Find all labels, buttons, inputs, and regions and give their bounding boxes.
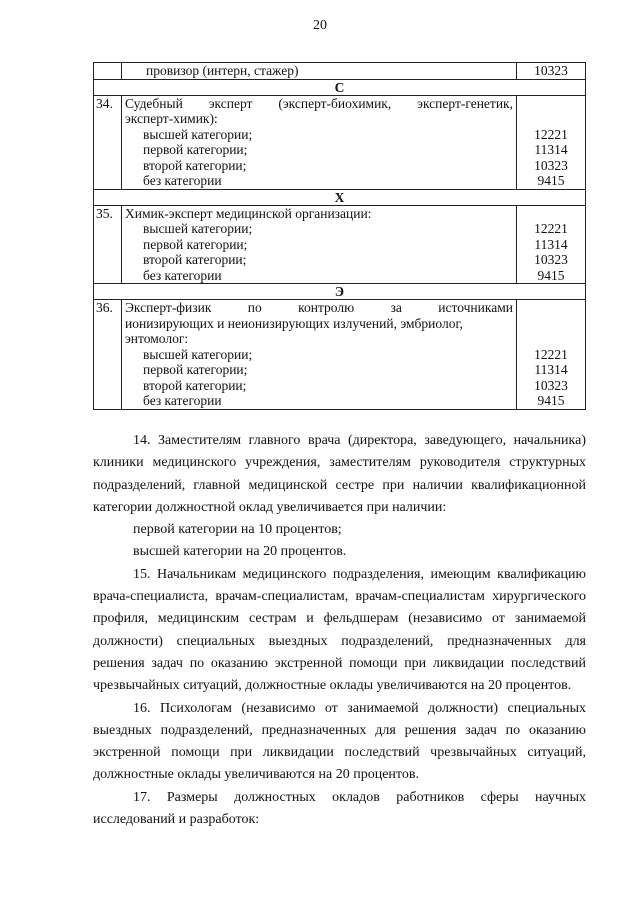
paragraph-14-first-category: первой категории на 10 процентов; bbox=[133, 522, 342, 538]
salary-value: 12221 bbox=[534, 346, 568, 362]
section-letter-row bbox=[94, 79, 586, 95]
table-row bbox=[94, 300, 586, 410]
salary-value: 10323 bbox=[534, 377, 568, 393]
salary-value: 9415 bbox=[537, 393, 565, 408]
paragraph-14: 14. Заместителям главного врача (директора, заведующего, начальника) клиники медицинского учреждения, заместителям руководителя структурных подразделений, главной медицинской сестре при наличии квалификационной категории должностной оклад увеличивается при наличии: bbox=[93, 433, 586, 515]
salary-value: 9415 bbox=[537, 267, 565, 283]
paragraph-15: 15. Начальникам медицинского подразделения, имеющим квалификацию врача-специалиста, врачам-специалистам, врачам-специалистам хирургического профиля, медицинским сестрам и фельдшерам (независимо от занимаемой должности) специальных выездных подразделений, предназначенных для решения задач по оказанию экстренной помощи при ликвидации последствий чрезвычайных ситуаций, должностные оклады увеличиваются на 20 процентов. bbox=[93, 566, 586, 694]
salary-values bbox=[517, 95, 586, 189]
salary-value: 10323 bbox=[517, 63, 586, 80]
section-letter-row bbox=[94, 284, 586, 300]
position-title-line: Эксперт-физик по контролю за источниками bbox=[125, 300, 513, 315]
section-letter: Э bbox=[94, 284, 586, 300]
category-label: второй категории; bbox=[143, 252, 247, 267]
position-title: провизор (интерн, стажер) bbox=[122, 63, 517, 80]
paragraph-17: 17. Размеры должностных окладов работников сферы научных исследований и разработок: bbox=[93, 789, 586, 828]
salary-value: 11314 bbox=[534, 362, 568, 377]
salary-value: 10323 bbox=[534, 252, 568, 267]
category-label: без категории bbox=[143, 393, 222, 408]
category-label: высшей категории; bbox=[143, 126, 253, 142]
category-label: первой категории; bbox=[143, 236, 248, 252]
category-label: высшей категории; bbox=[143, 221, 253, 236]
salary-table bbox=[93, 62, 586, 410]
salary-values bbox=[517, 300, 586, 410]
salary-value: 12221 bbox=[534, 126, 568, 142]
row-number bbox=[94, 63, 122, 80]
position-cell bbox=[122, 205, 517, 284]
salary-value: 11314 bbox=[534, 236, 568, 252]
position-title-line: эксперт-химик): bbox=[125, 111, 218, 126]
salary-value: 11314 bbox=[534, 142, 568, 157]
page-number: 20 bbox=[313, 18, 327, 33]
paragraph-14-highest-category: высшей категории на 20 процентов. bbox=[133, 544, 347, 560]
salary-value: 9415 bbox=[537, 173, 565, 188]
position-title-line: энтомолог: bbox=[125, 331, 189, 346]
row-number: 36. bbox=[94, 300, 122, 410]
salary-value: 12221 bbox=[534, 221, 568, 236]
category-label: без категории bbox=[143, 173, 222, 188]
category-label: первой категории; bbox=[143, 362, 248, 377]
section-letter-row bbox=[94, 189, 586, 205]
body-text bbox=[93, 430, 586, 831]
position-title-line: ионизирующих и неионизирующих излучений, эмбриолог, bbox=[125, 315, 463, 331]
category-label: высшей категории; bbox=[143, 346, 253, 362]
section-letter: С bbox=[94, 79, 586, 95]
category-label: без категории bbox=[143, 267, 222, 283]
category-label: второй категории; bbox=[143, 377, 247, 393]
category-label: первой категории; bbox=[143, 142, 248, 157]
section-letter: Х bbox=[94, 189, 586, 205]
row-number: 35. bbox=[94, 205, 122, 284]
salary-values bbox=[517, 205, 586, 284]
table-row bbox=[94, 63, 586, 80]
paragraph-16: 16. Психологам (независимо от занимаемой должности) специальных выездных подразделений, предназначенных для решения задач по оказанию экстренной помощи при ликвидации последствий чрезвычайных ситуаций, должностные оклады увеличиваются на 20 процентов. bbox=[93, 700, 586, 783]
salary-value: 10323 bbox=[534, 157, 568, 173]
table-row bbox=[94, 95, 586, 189]
row-number: 34. bbox=[94, 95, 122, 189]
position-title-line: Химик-эксперт медицинской организации: bbox=[125, 205, 372, 221]
position-cell bbox=[122, 95, 517, 189]
table-row bbox=[94, 205, 586, 284]
position-title-line: Судебный эксперт (эксперт-биохимик, эксперт-генетик, bbox=[125, 95, 513, 111]
category-label: второй категории; bbox=[143, 157, 247, 173]
position-cell bbox=[122, 300, 517, 410]
